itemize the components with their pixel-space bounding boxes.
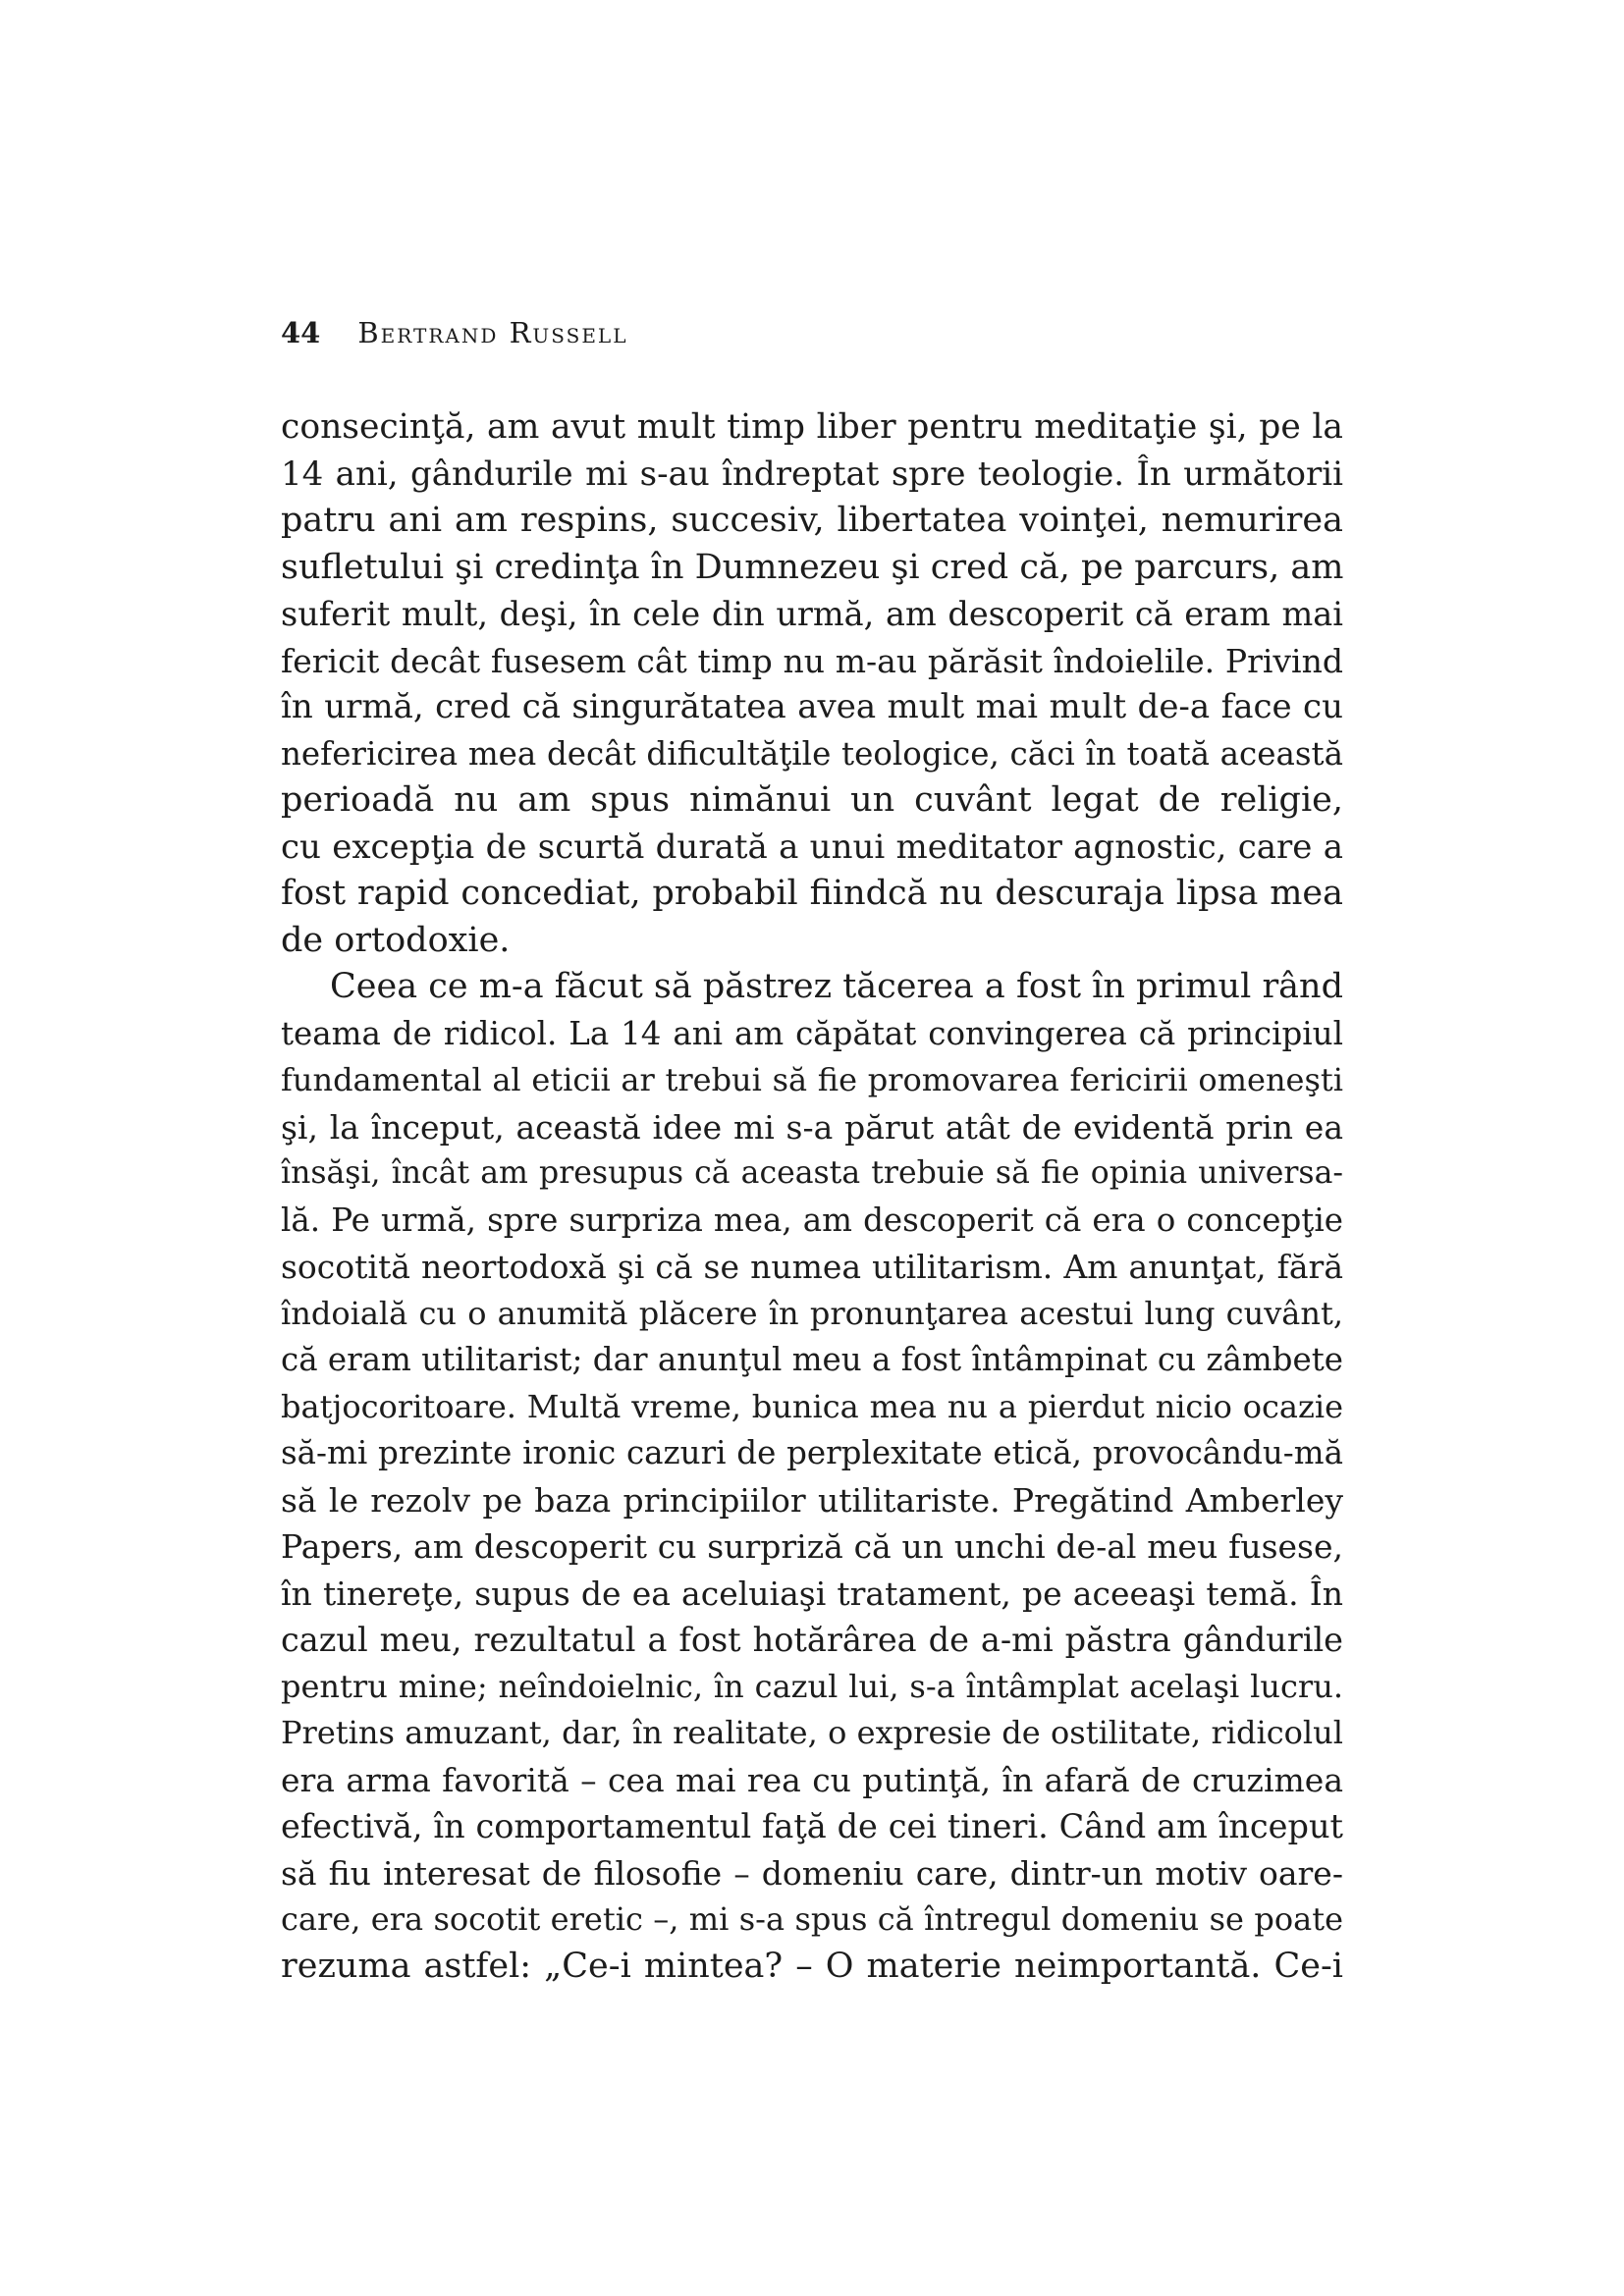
text-line: care, era socotit eretic –, mi s-a spus că întregul domeniu se poate bbox=[281, 1900, 1343, 1938]
text-line: îndoială cu o anumită plăcere în pronunţarea acestui lung cuvânt, bbox=[281, 1294, 1343, 1332]
text-line: Papers, am descoperit cu surpriză că un unchi de-al meu fusese, bbox=[281, 1527, 1343, 1566]
text-line: rezuma astfel: „Ce-i mintea? – O materie neimportantă. Ce-i bbox=[281, 1946, 1343, 1986]
running-head bbox=[281, 316, 627, 349]
text-line: să-mi prezinte ironic cazuri de perplexitate etică, provocându-mă bbox=[281, 1434, 1343, 1471]
body-text bbox=[281, 404, 1343, 1990]
text-line: fericit decât fusesem cât timp nu m-au părăsit îndoielile. Privind bbox=[281, 641, 1343, 680]
text-line: patru ani am respins, succesiv, libertatea voinţei, nemurirea bbox=[281, 501, 1343, 540]
text-line: perioadă nu am spus nimănui un cuvânt legat de religie, bbox=[281, 780, 1343, 820]
text-line: socotită neortodoxă şi că se numea utilitarism. Am anunţat, fără bbox=[281, 1248, 1343, 1286]
text-line: sufletului şi credinţa în Dumnezeu şi cred că, pe parcurs, am bbox=[281, 547, 1343, 587]
text-line: în tinereţe, supus de ea aceluiaşi tratament, pe aceeaşi temă. În bbox=[281, 1574, 1343, 1613]
text-line: consecinţă, am avut mult timp liber pentru meditaţie şi, pe la bbox=[281, 407, 1343, 447]
text-line: că eram utilitarist; dar anunţul meu a fost întâmpinat cu zâmbete bbox=[281, 1341, 1343, 1378]
paragraph-end-line: de ortodoxie. bbox=[281, 920, 511, 960]
text-line: teama de ridicol. La 14 ani am căpătat convingerea că principiul bbox=[281, 1014, 1343, 1052]
text-line: însăşi, încât am presupus că aceasta trebuie să fie opinia universa- bbox=[281, 1155, 1343, 1191]
text-line: să le rezolv pe baza principiilor utilitariste. Pregătind Amberley bbox=[281, 1480, 1343, 1520]
text-line: 14 ani, gândurile mi s-au îndreptat spre teologie. În următorii bbox=[281, 454, 1343, 494]
text-line: nefericirea mea decât dificultăţile teologice, căci în toată această bbox=[281, 734, 1343, 773]
text-line: să fiu interesat de filosofie – domeniu care, dintr-un motiv oare- bbox=[281, 1853, 1343, 1893]
text-line: fundamental al eticii ar trebui să fie promovarea fericirii omeneşti bbox=[281, 1061, 1343, 1098]
text-line: batjocoritoare. Multă vreme, bunica mea nu a pierdut nicio ocazie bbox=[281, 1387, 1343, 1425]
text-line: şi, la început, această idee mi s-a părut atât de evidentă prin ea bbox=[281, 1107, 1343, 1147]
page-number: 44 bbox=[281, 316, 321, 349]
running-head-author: Bertrand Russell bbox=[357, 316, 628, 349]
text-line: în urmă, cred că singurătatea avea mult mai mult de-a face cu bbox=[281, 687, 1343, 726]
text-line: cazul meu, rezultatul a fost hotărârea de a-mi păstra gândurile bbox=[281, 1621, 1343, 1659]
text-line: fost rapid concediat, probabil fiindcă nu descuraja lipsa mea bbox=[281, 874, 1343, 913]
text-line: cu excepţia de scurtă durată a unui meditator agnostic, care a bbox=[281, 827, 1343, 867]
text-line: lă. Pe urmă, spre surpriza mea, am descoperit că era o concepţie bbox=[281, 1201, 1343, 1239]
text-line: era arma favorită – cea mai rea cu putinţă, în afară de cruzimea bbox=[281, 1760, 1343, 1799]
paragraph-start-line: Ceea ce m-a făcut să păstrez tăcerea a fost în primul rând bbox=[330, 967, 1343, 1006]
text-line: Pretins amuzant, dar, în realitate, o expresie de ostilitate, ridicolul bbox=[281, 1714, 1343, 1751]
text-line: efectivă, în comportamentul faţă de cei tineri. Când am început bbox=[281, 1807, 1343, 1845]
text-line: pentru mine; neîndoielnic, în cazul lui, s-a întâmplat acelaşi lucru. bbox=[281, 1667, 1343, 1705]
text-line: suferit mult, deşi, în cele din urmă, am descoperit că eram mai bbox=[281, 595, 1343, 633]
